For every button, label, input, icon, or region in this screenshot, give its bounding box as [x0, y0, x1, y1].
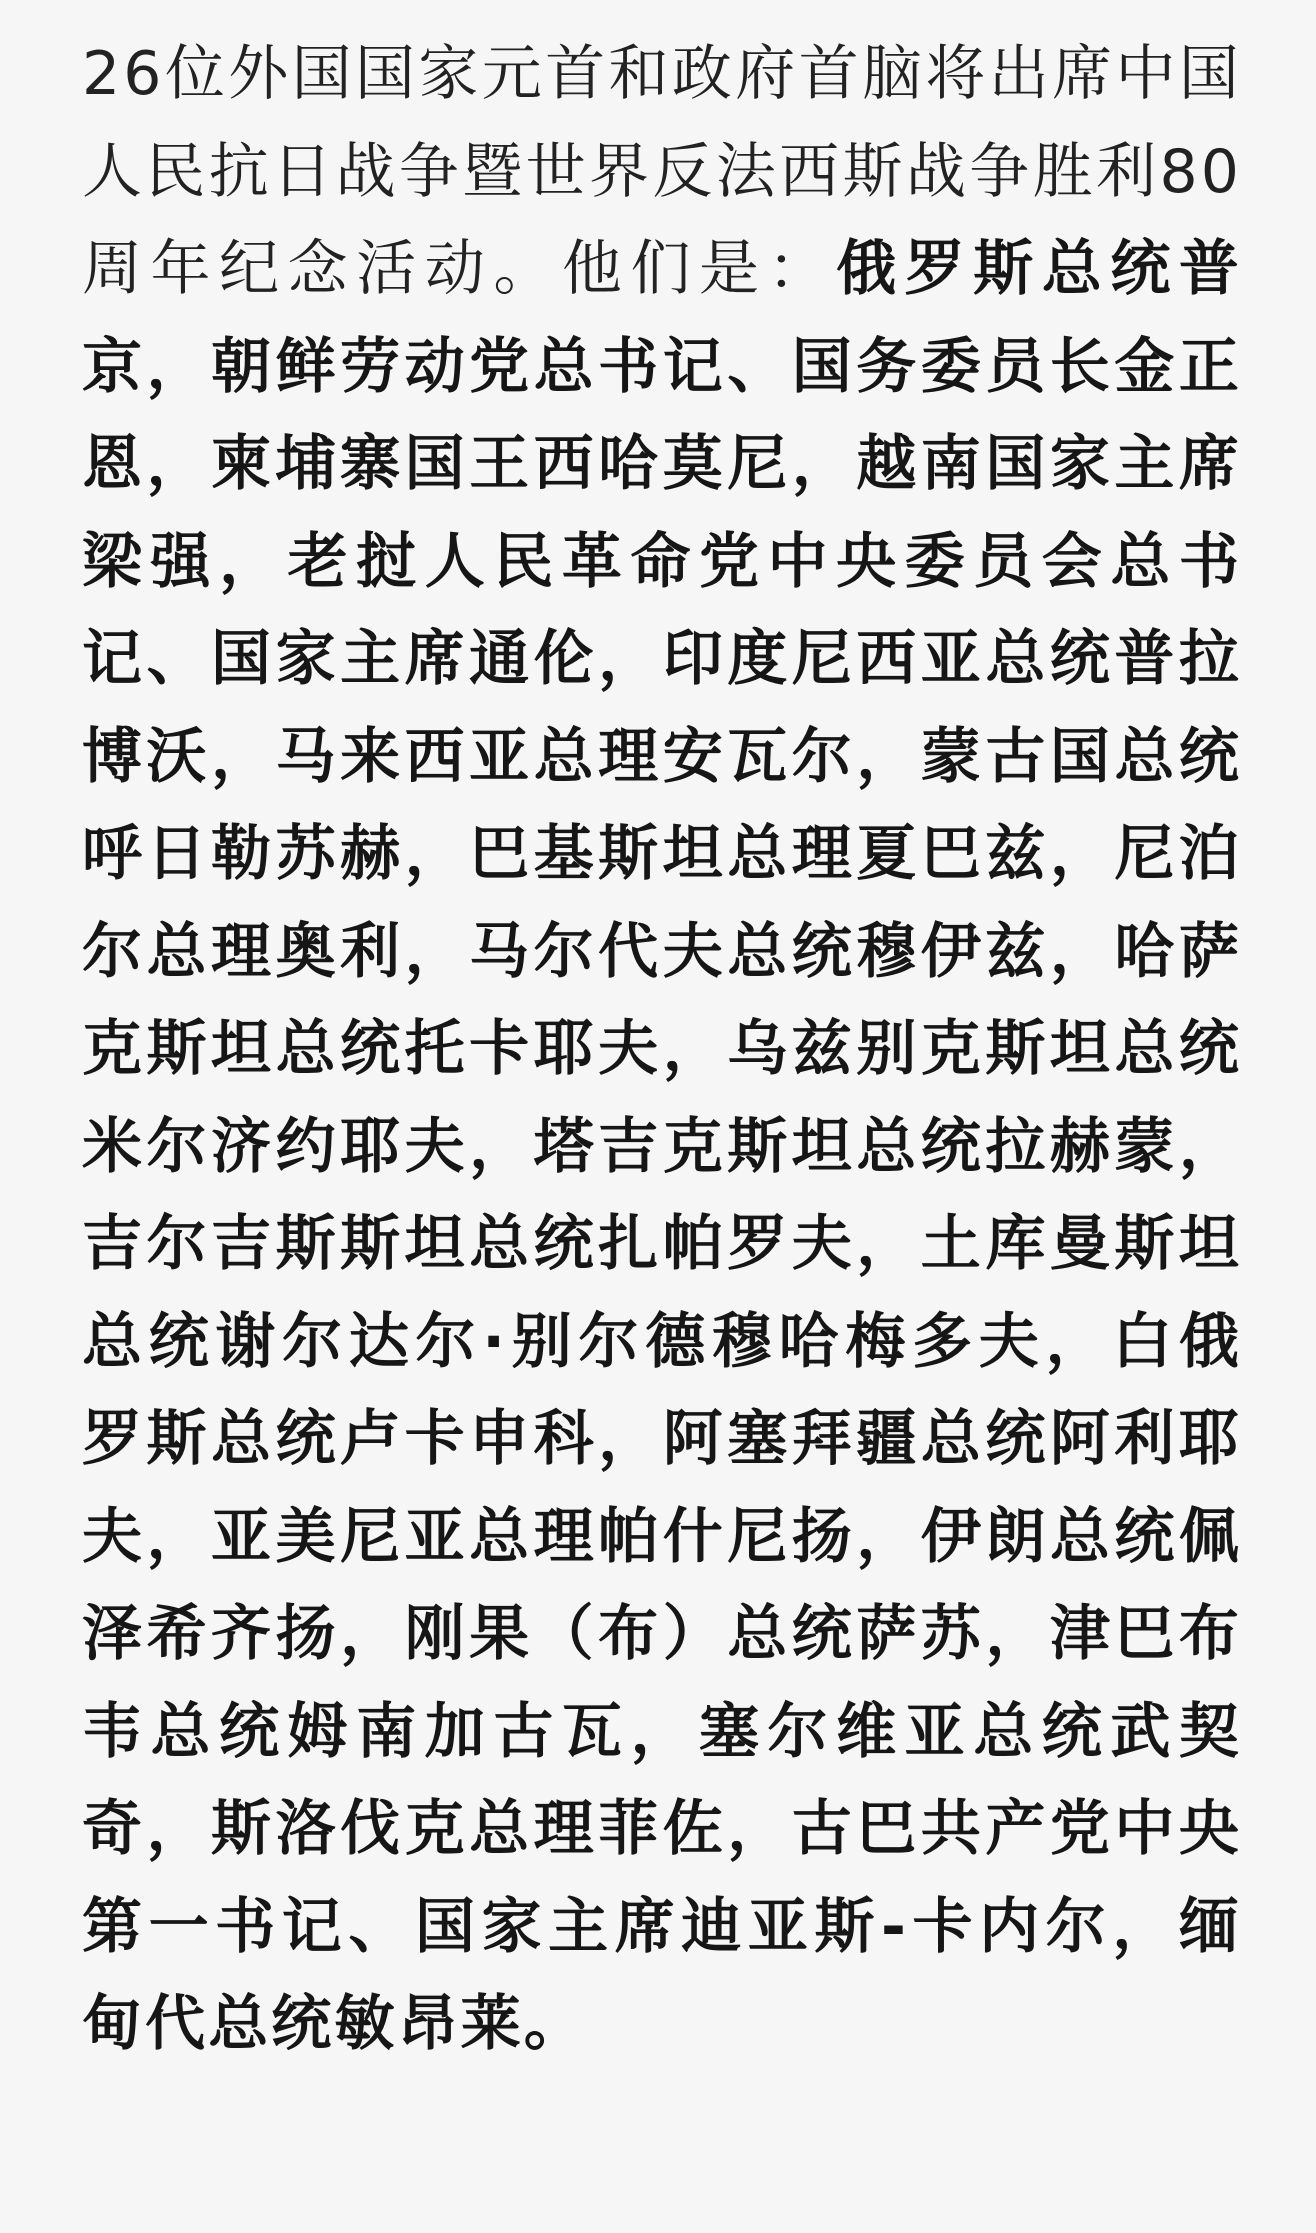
article-intro: 26位外国国家元首和政府首脑将出席中国人民抗日战争暨世界反法西斯战争胜利80周年纪念活动。他们是： [82, 39, 1242, 304]
article-paragraph [82, 26, 1242, 2074]
leaders-list: 俄罗斯总统普京，朝鲜劳动党总书记、国务委员长金正恩，柬埔寨国王西哈莫尼，越南国家主席梁强，老挝人民革命党中央委员会总书记、国家主席通伦，印度尼西亚总统普拉博沃，马来西亚总理安瓦尔，蒙古国总统呼日勒苏赫，巴基斯坦总理夏巴兹，尼泊尔总理奥利，马尔代夫总统穆伊兹，哈萨克斯坦总统托卡耶夫，乌兹别克斯坦总统米尔济约耶夫，塔吉克斯坦总统拉赫蒙，吉尔吉斯斯坦总统扎帕罗夫，土库曼斯坦总统谢尔达尔·别尔德穆哈梅多夫，白俄罗斯总统卢卡申科，阿塞拜疆总统阿利耶夫，亚美尼亚总理帕什尼扬，伊朗总统佩泽希齐扬，刚果（布）总统萨苏，津巴布韦总统姆南加古瓦，塞尔维亚总统武契奇，斯洛伐克总理菲佐，古巴共产党中央第一书记、国家主席迪亚斯-卡内尔，缅甸代总统敏昂莱。 [82, 234, 1242, 2059]
